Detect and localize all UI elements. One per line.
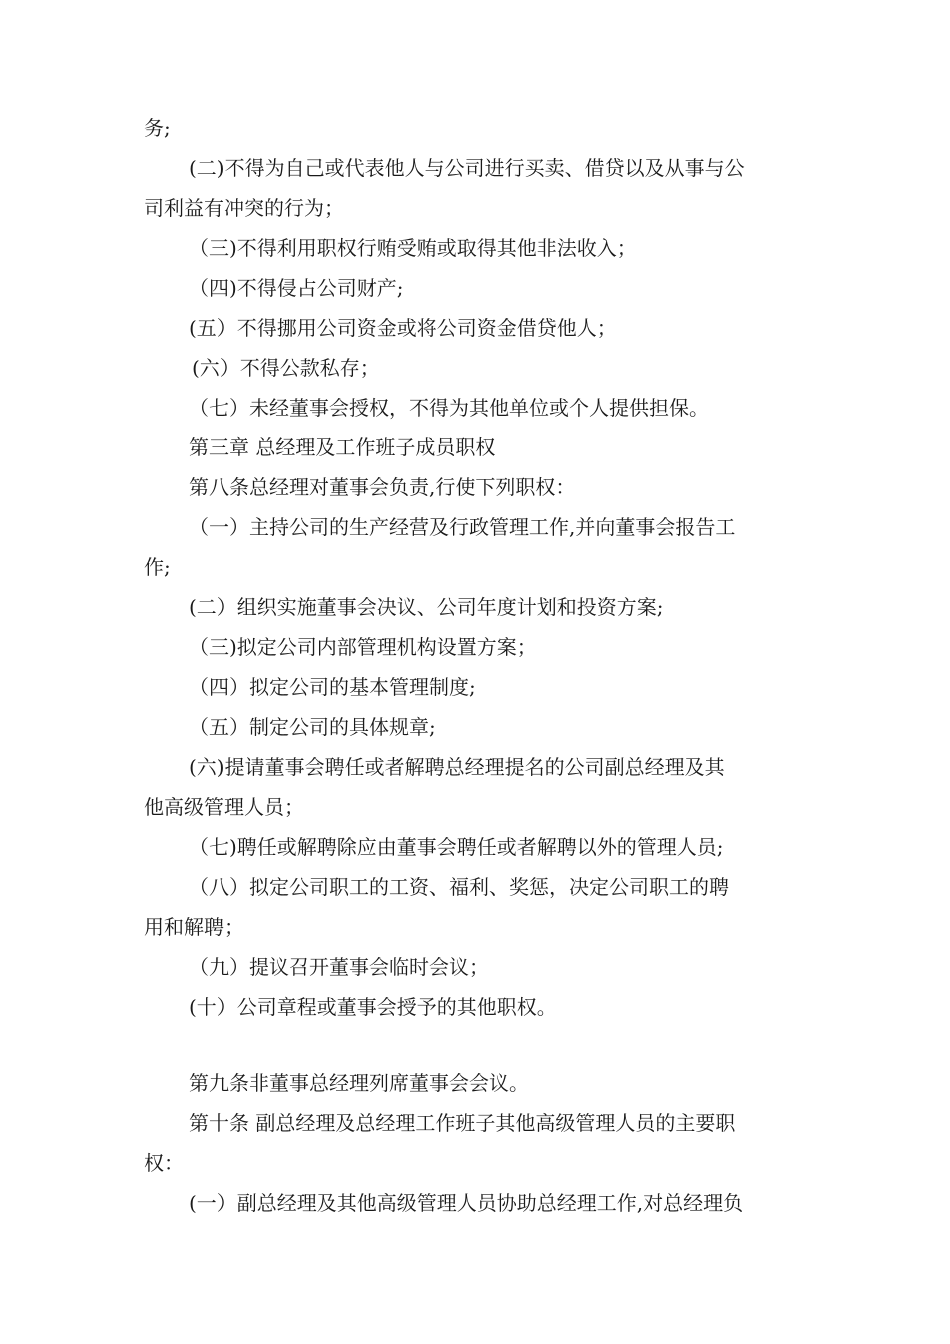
text-line-24: 第九条非董事总经理列席董事会会议。	[189, 1071, 529, 1095]
text-line-19: （七)聘任或解聘除应由董事会聘任或者解聘以外的管理人员;	[189, 835, 724, 859]
text-line-27: (一）副总经理及其他高级管理人员协助总经理工作,对总经理负	[189, 1191, 744, 1215]
text-line-15: （四）拟定公司的基本管理制度;	[189, 675, 476, 699]
text-line-7: (六）不得公款私存；	[192, 356, 380, 380]
text-line-11: （一）主持公司的生产经营及行政管理工作,并向董事会报告工	[189, 515, 736, 539]
text-line-20: （八）拟定公司职工的工资、福利、奖惩，决定公司职工的聘	[189, 875, 729, 899]
text-line-12: 作;	[144, 555, 171, 579]
text-line-22: （九）提议召开董事会临时会议；	[189, 955, 489, 979]
text-line-23: (十）公司章程或董事会授予的其他职权。	[189, 995, 557, 1019]
text-line-8: （七）未经董事会授权，不得为其他单位或个人提供担保。	[189, 396, 709, 420]
text-line-3: 司利益有冲突的行为；	[144, 196, 344, 220]
text-line-21: 用和解聘；	[144, 915, 244, 939]
text-line-6: (五）不得挪用公司资金或将公司资金借贷他人；	[189, 316, 617, 340]
chapter-heading: 第三章 总经理及工作班子成员职权	[189, 435, 496, 459]
text-line-13: (二）组织实施董事会决议、公司年度计划和投资方案;	[189, 595, 664, 619]
text-line-14: （三)拟定公司内部管理机构设置方案；	[189, 635, 537, 659]
text-line-10: 第八条总经理对董事会负责,行使下列职权：	[189, 475, 576, 499]
text-line-25: 第十条 副总经理及总经理工作班子其他高级管理人员的主要职	[189, 1111, 736, 1135]
text-line-26: 权：	[144, 1151, 184, 1175]
text-line-4: （三)不得利用职权行贿受贿或取得其他非法收入；	[189, 236, 637, 260]
text-line-5: （四)不得侵占公司财产;	[189, 276, 404, 300]
text-line-1: 务;	[144, 116, 171, 140]
text-line-2: (二)不得为自己或代表他人与公司进行买卖、借贷以及从事与公	[189, 156, 745, 180]
text-line-18: 他高级管理人员；	[144, 795, 304, 819]
text-line-17: (六)提请董事会聘任或者解聘总经理提名的公司副总经理及其	[189, 755, 725, 779]
text-line-16: （五）制定公司的具体规章;	[189, 715, 436, 739]
